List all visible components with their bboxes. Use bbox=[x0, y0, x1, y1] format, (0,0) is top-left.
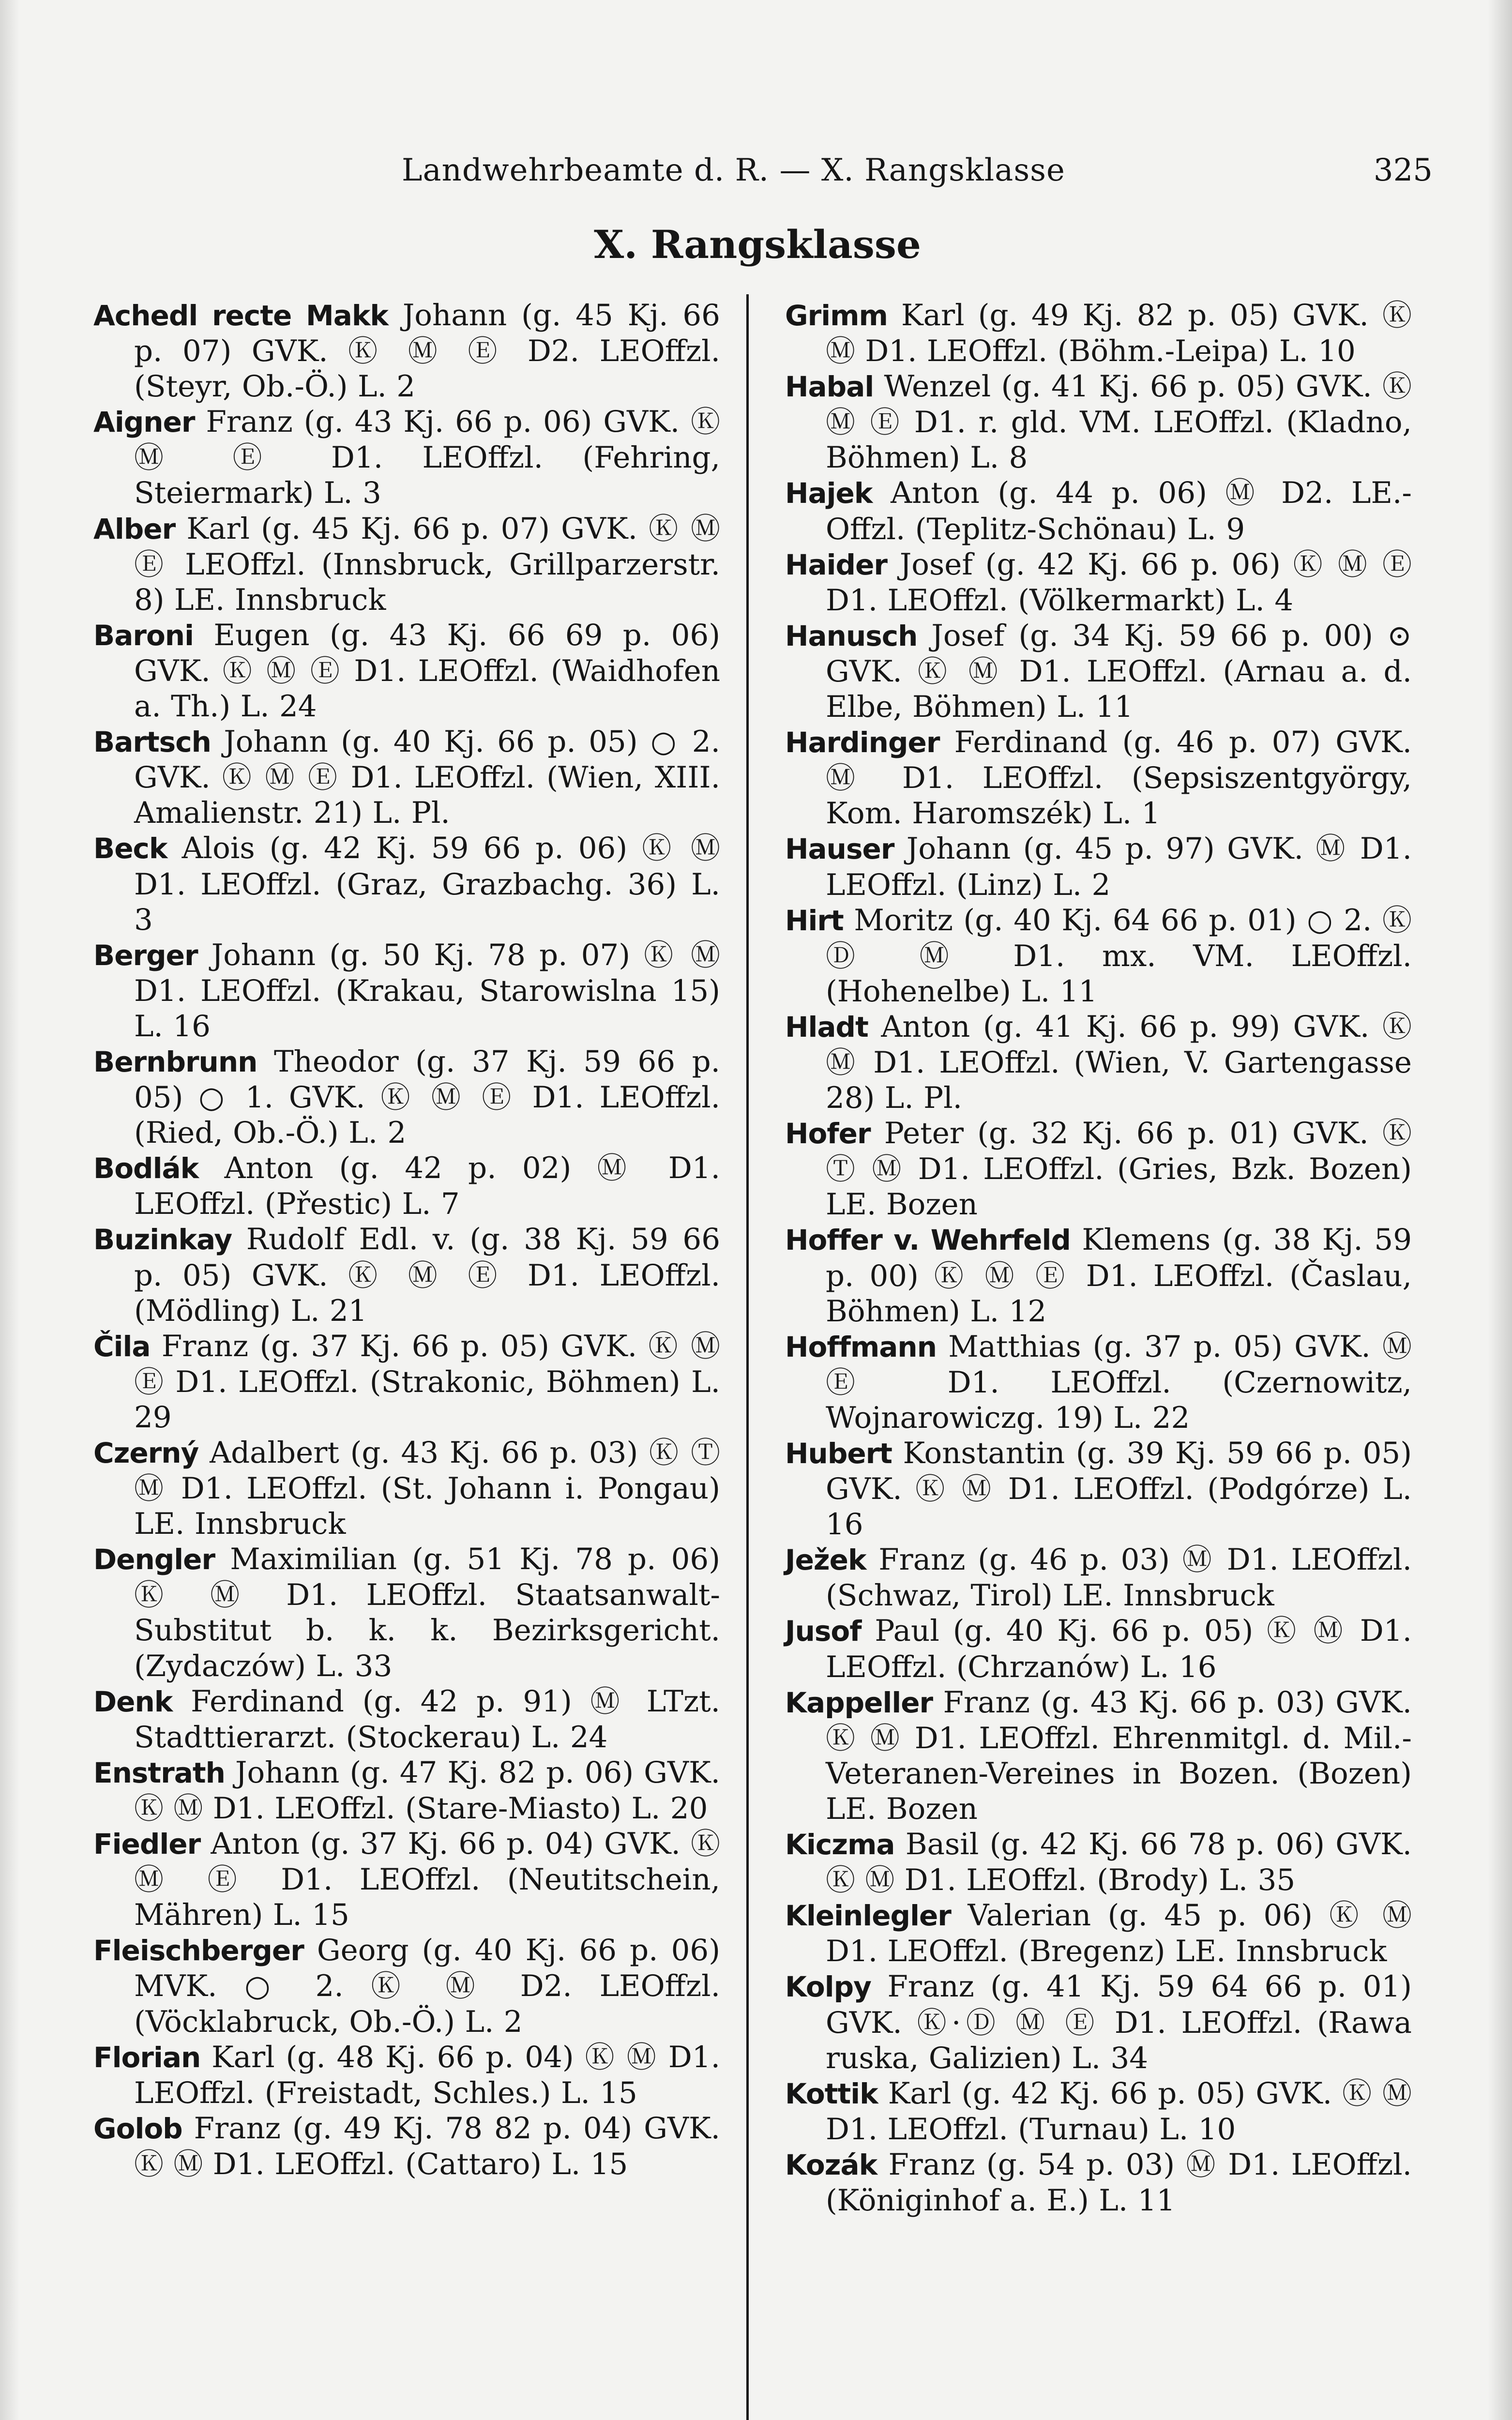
entry-details: Anton (g. 42 p. 02) Ⓜ D1. LEOffzl. (Přestic) L. 7 bbox=[134, 1151, 721, 1222]
register-entry bbox=[785, 2147, 1412, 2218]
register-entry bbox=[785, 1009, 1412, 1116]
entry-surname: Kolpy bbox=[785, 1970, 871, 2004]
entry-details: Ferdinand (g. 46 p. 07) GVK. Ⓜ D1. LEOffzl. (Sepsiszentgyörgy, Kom. Haromszék) L. 1 bbox=[826, 725, 1412, 831]
section-title: X. Rangsklasse bbox=[594, 222, 921, 267]
entry-surname: Kozák bbox=[785, 2148, 877, 2181]
entry-surname: Bodlák bbox=[93, 1152, 199, 1185]
entry-details: Basil (g. 42 Kj. 66 78 p. 06) GVK. Ⓚ Ⓜ D1. LEOffzl. (Brody) L. 35 bbox=[826, 1827, 1412, 1898]
register-entry bbox=[785, 298, 1412, 369]
entry-details: Anton (g. 44 p. 06) Ⓜ D2. LE.-Offzl. (Teplitz-Schönau) L. 9 bbox=[826, 476, 1412, 546]
entry-details: Matthias (g. 37 p. 05) GVK. Ⓜ Ⓔ D1. LEOffzl. (Czernowitz, Wojnarowiczg. 19) L. 22 bbox=[826, 1329, 1412, 1435]
register-entry bbox=[785, 1827, 1412, 1898]
entry-details: Maximilian (g. 51 Kj. 78 p. 06) Ⓚ Ⓜ D1. LEOffzl. Staatsanwalt-Substitut b. k. k. Bezirksgericht. (Zydaczów) L. 33 bbox=[134, 1542, 720, 1683]
register-entry bbox=[93, 724, 720, 831]
register-entry bbox=[93, 1755, 720, 1826]
entry-surname: Bartsch bbox=[93, 726, 211, 759]
entry-surname: Jusof bbox=[785, 1615, 862, 1648]
page-edge-shadow-left bbox=[0, 0, 19, 2420]
entry-surname: Achedl recte Makk bbox=[93, 299, 388, 332]
register-entry bbox=[785, 2076, 1412, 2147]
entry-surname: Čila bbox=[93, 1330, 151, 1363]
entry-details: Franz (g. 41 Kj. 59 64 66 p. 01) GVK. Ⓚ·Ⓓ Ⓜ Ⓔ D1. LEOffzl. (Rawa ruska, Galizien) L. 34 bbox=[826, 1969, 1412, 2075]
entry-details: Anton (g. 37 Kj. 66 p. 04) GVK. Ⓚ Ⓜ Ⓔ D1. LEOffzl. (Neutitschein, Mähren) L. 15 bbox=[134, 1827, 721, 1933]
register-entry bbox=[93, 1222, 720, 1328]
entry-details: Johann (g. 47 Kj. 82 p. 06) GVK. Ⓚ Ⓜ D1. LEOffzl. (Stare-Miasto) L. 20 bbox=[134, 1755, 720, 1826]
entry-surname: Beck bbox=[93, 832, 167, 865]
entry-surname: Kappeller bbox=[785, 1686, 933, 1719]
entry-details: Ferdinand (g. 42 p. 91) Ⓜ LTzt. Stadttierarzt. (Stockerau) L. 24 bbox=[134, 1684, 720, 1754]
entry-details: Franz (g. 49 Kj. 78 82 p. 04) GVK. Ⓚ Ⓜ D1. LEOffzl. (Cattaro) L. 15 bbox=[134, 2111, 720, 2181]
entry-details: Franz (g. 43 Kj. 66 p. 06) GVK. Ⓚ Ⓜ Ⓔ D1. LEOffzl. (Fehring, Steiermark) L. 3 bbox=[134, 405, 720, 511]
entry-details: Klemens (g. 38 Kj. 59 p. 00) Ⓚ Ⓜ Ⓔ D1. LEOffzl. (Časlau, Böhmen) L. 12 bbox=[826, 1223, 1412, 1329]
entry-details: Theodor (g. 37 Kj. 59 66 p. 05) ○ 1. GVK. Ⓚ Ⓜ Ⓔ D1. LEOffzl. (Ried, Ob.-Ö.) L. 2 bbox=[134, 1044, 721, 1150]
register-entry bbox=[785, 1685, 1412, 1827]
entry-surname: Aigner bbox=[93, 406, 195, 439]
entry-surname: Kottik bbox=[785, 2077, 878, 2110]
register-entry bbox=[93, 1435, 720, 1542]
register-entry bbox=[785, 1969, 1412, 2075]
entry-surname: Enstrath bbox=[93, 1756, 225, 1789]
entry-surname: Denk bbox=[93, 1685, 173, 1718]
entry-surname: Hladt bbox=[785, 1010, 868, 1044]
entry-details: Valerian (g. 45 p. 06) Ⓚ Ⓜ D1. LEOffzl. (Bregenz) LE. Innsbruck bbox=[826, 1898, 1412, 1969]
register-entry bbox=[93, 1150, 720, 1222]
register-entry bbox=[785, 1542, 1412, 1613]
register-entry bbox=[93, 831, 720, 937]
register-entry bbox=[93, 1329, 720, 1435]
register-entry bbox=[93, 1933, 720, 2039]
register-entry bbox=[785, 1329, 1412, 1436]
entry-details: Konstantin (g. 39 Kj. 59 66 p. 05) GVK. Ⓚ Ⓜ D1. LEOffzl. (Podgórze) L. 16 bbox=[826, 1436, 1412, 1542]
entry-surname: Buzinkay bbox=[93, 1223, 232, 1256]
register-entry bbox=[93, 1044, 720, 1150]
entry-details: Franz (g. 54 p. 03) Ⓜ D1. LEOffzl. (Königinhof a. E.) L. 11 bbox=[826, 2147, 1412, 2218]
entry-surname: Hajek bbox=[785, 477, 873, 510]
entry-surname: Ježek bbox=[785, 1543, 866, 1577]
entry-surname: Florian bbox=[93, 2041, 201, 2074]
page-edge-shadow-right bbox=[1488, 0, 1512, 2420]
entry-details: Franz (g. 37 Kj. 66 p. 05) GVK. Ⓚ Ⓜ Ⓔ D1. LEOffzl. (Strakonic, Böhmen) L. 29 bbox=[134, 1329, 721, 1435]
register-entry bbox=[93, 938, 720, 1044]
right-column bbox=[785, 298, 1412, 2218]
register-entry bbox=[93, 618, 720, 724]
entry-details: Johann (g. 40 Kj. 66 p. 05) ○ 2. GVK. Ⓚ Ⓜ Ⓔ D1. LEOffzl. (Wien, XIII. Amalienstr. 21) L. Pl. bbox=[134, 725, 720, 831]
entry-details: Johann (g. 45 p. 97) GVK. Ⓜ D1. LEOffzl. (Linz) L. 2 bbox=[826, 832, 1412, 902]
entry-details: Alois (g. 42 Kj. 59 66 p. 06) Ⓚ Ⓜ D1. LEOffzl. (Graz, Grazbachg. 36) L. 3 bbox=[134, 831, 720, 937]
entry-details: Josef (g. 42 Kj. 66 p. 06) Ⓚ Ⓜ Ⓔ D1. LEOffzl. (Völkermarkt) L. 4 bbox=[826, 547, 1412, 618]
register-entry bbox=[785, 475, 1412, 546]
entry-surname: Hofer bbox=[785, 1117, 871, 1150]
entry-surname: Kleinlegler bbox=[785, 1899, 951, 1933]
entry-surname: Dengler bbox=[93, 1543, 215, 1576]
entry-details: Karl (g. 49 Kj. 82 p. 05) GVK. Ⓚ Ⓜ D1. LEOffzl. (Böhm.-Leipa) L. 10 bbox=[826, 298, 1412, 369]
entry-details: Rudolf Edl. v. (g. 38 Kj. 59 66 p. 05) GVK. Ⓚ Ⓜ Ⓔ D1. LEOffzl. (Mödling) L. 21 bbox=[134, 1222, 721, 1328]
register-entry bbox=[785, 1898, 1412, 1969]
register-entry bbox=[785, 903, 1412, 1009]
entry-details: Karl (g. 48 Kj. 66 p. 04) Ⓚ Ⓜ D1. LEOffzl. (Freistadt, Schles.) L. 15 bbox=[134, 2040, 721, 2110]
register-entry bbox=[93, 298, 720, 404]
entry-surname: Hirt bbox=[785, 904, 844, 937]
register-entry bbox=[785, 1116, 1412, 1222]
entry-details: Johann (g. 50 Kj. 78 p. 07) Ⓚ Ⓜ D1. LEOffzl. (Krakau, Starowislna 15) L. 16 bbox=[134, 938, 720, 1044]
register-entry bbox=[785, 1222, 1412, 1329]
register-entry bbox=[93, 2040, 720, 2111]
column-divider bbox=[746, 294, 749, 2420]
entry-surname: Hubert bbox=[785, 1437, 892, 1470]
entry-surname: Hauser bbox=[785, 832, 894, 866]
entry-surname: Bernbrunn bbox=[93, 1045, 257, 1078]
entry-surname: Hanusch bbox=[785, 619, 918, 652]
register-entry bbox=[785, 831, 1412, 902]
entry-details: Georg (g. 40 Kj. 66 p. 06) MVK. ○ 2. Ⓚ Ⓜ D2. LEOffzl. (Vöcklabruck, Ob.-Ö.) L. 2 bbox=[134, 1933, 721, 2039]
register-entry bbox=[93, 511, 720, 618]
entry-surname: Baroni bbox=[93, 619, 194, 652]
entry-details: Josef (g. 34 Kj. 59 66 p. 00) ⊙ GVK. Ⓚ Ⓜ D1. LEOffzl. (Arnau a. d. Elbe, Böhmen) L. 11 bbox=[826, 618, 1412, 725]
entry-details: Adalbert (g. 43 Kj. 66 p. 03) Ⓚ Ⓣ Ⓜ D1. LEOffzl. (St. Johann i. Pongau) LE. Innsbruck bbox=[134, 1436, 720, 1542]
register-entry bbox=[93, 2111, 720, 2182]
register-entry bbox=[785, 547, 1412, 618]
register-entry bbox=[93, 1684, 720, 1755]
entry-details: Franz (g. 46 p. 03) Ⓜ D1. LEOffzl. (Schwaz, Tirol) LE. Innsbruck bbox=[826, 1543, 1412, 1613]
entry-surname: Czerný bbox=[93, 1437, 199, 1469]
left-column bbox=[93, 298, 720, 2182]
register-entry bbox=[785, 618, 1412, 725]
entry-surname: Hoffmann bbox=[785, 1330, 937, 1363]
entry-details: Eugen (g. 43 Kj. 66 69 p. 06) GVK. Ⓚ Ⓜ Ⓔ D1. LEOffzl. (Waidhofen a. Th.) L. 24 bbox=[134, 618, 721, 724]
entry-surname: Berger bbox=[93, 938, 198, 972]
entry-surname: Alber bbox=[93, 512, 176, 545]
entry-surname: Grimm bbox=[785, 299, 888, 332]
entry-surname: Kiczma bbox=[785, 1828, 895, 1861]
register-entry bbox=[93, 1826, 720, 1933]
running-head: Landwehrbeamte d. R. — X. Rangsklasse bbox=[402, 152, 1065, 188]
entry-surname: Hoffer v. Wehrfeld bbox=[785, 1224, 1071, 1257]
entry-surname: Haider bbox=[785, 548, 888, 581]
entry-details: Peter (g. 32 Kj. 66 p. 01) GVK. Ⓚ Ⓣ Ⓜ D1. LEOffzl. (Gries, Bzk. Bozen) LE. Bozen bbox=[826, 1116, 1412, 1222]
entry-details: Wenzel (g. 41 Kj. 66 p. 05) GVK. Ⓚ Ⓜ Ⓔ D1. r. gld. VM. LEOffzl. (Kladno, Böhmen) L. 8 bbox=[826, 369, 1412, 475]
page-number: 325 bbox=[1373, 152, 1433, 188]
entry-surname: Fleischberger bbox=[93, 1934, 304, 1967]
entry-details: Franz (g. 43 Kj. 66 p. 03) GVK. Ⓚ Ⓜ D1. LEOffzl. Ehrenmitgl. d. Mil.-Veteranen-Vereines in Bozen. (Bozen) LE. Bozen bbox=[826, 1685, 1412, 1826]
entry-details: Johann (g. 45 Kj. 66 p. 07) GVK. Ⓚ Ⓜ Ⓔ D2. LEOffzl. (Steyr, Ob.-Ö.) L. 2 bbox=[134, 298, 720, 404]
entry-details: Karl (g. 42 Kj. 66 p. 05) GVK. Ⓚ Ⓜ D1. LEOffzl. (Turnau) L. 10 bbox=[826, 2076, 1412, 2147]
entry-surname: Golob bbox=[93, 2112, 182, 2145]
entry-details: Moritz (g. 40 Kj. 64 66 p. 01) ○ 2. Ⓚ Ⓓ Ⓜ D1. mx. VM. LEOffzl. (Hohenelbe) L. 11 bbox=[826, 903, 1412, 1009]
register-entry bbox=[785, 369, 1412, 475]
register-entry bbox=[785, 1436, 1412, 1542]
register-entry bbox=[93, 1542, 720, 1683]
register-entry bbox=[93, 404, 720, 511]
entry-details: Paul (g. 40 Kj. 66 p. 05) Ⓚ Ⓜ D1. LEOffzl. (Chrzanów) L. 16 bbox=[826, 1614, 1412, 1684]
entry-surname: Hardinger bbox=[785, 726, 940, 759]
entry-details: Karl (g. 45 Kj. 66 p. 07) GVK. Ⓚ Ⓜ Ⓔ LEOffzl. (Innsbruck, Grillparzerstr. 8) LE. Innsbruck bbox=[134, 511, 721, 617]
register-entry bbox=[785, 1613, 1412, 1684]
entry-details: Anton (g. 41 Kj. 66 p. 99) GVK. Ⓚ Ⓜ D1. LEOffzl. (Wien, V. Gartengasse 28) L. Pl. bbox=[826, 1009, 1412, 1116]
entry-surname: Fiedler bbox=[93, 1828, 201, 1861]
register-entry bbox=[785, 725, 1412, 831]
entry-surname: Habal bbox=[785, 370, 874, 404]
